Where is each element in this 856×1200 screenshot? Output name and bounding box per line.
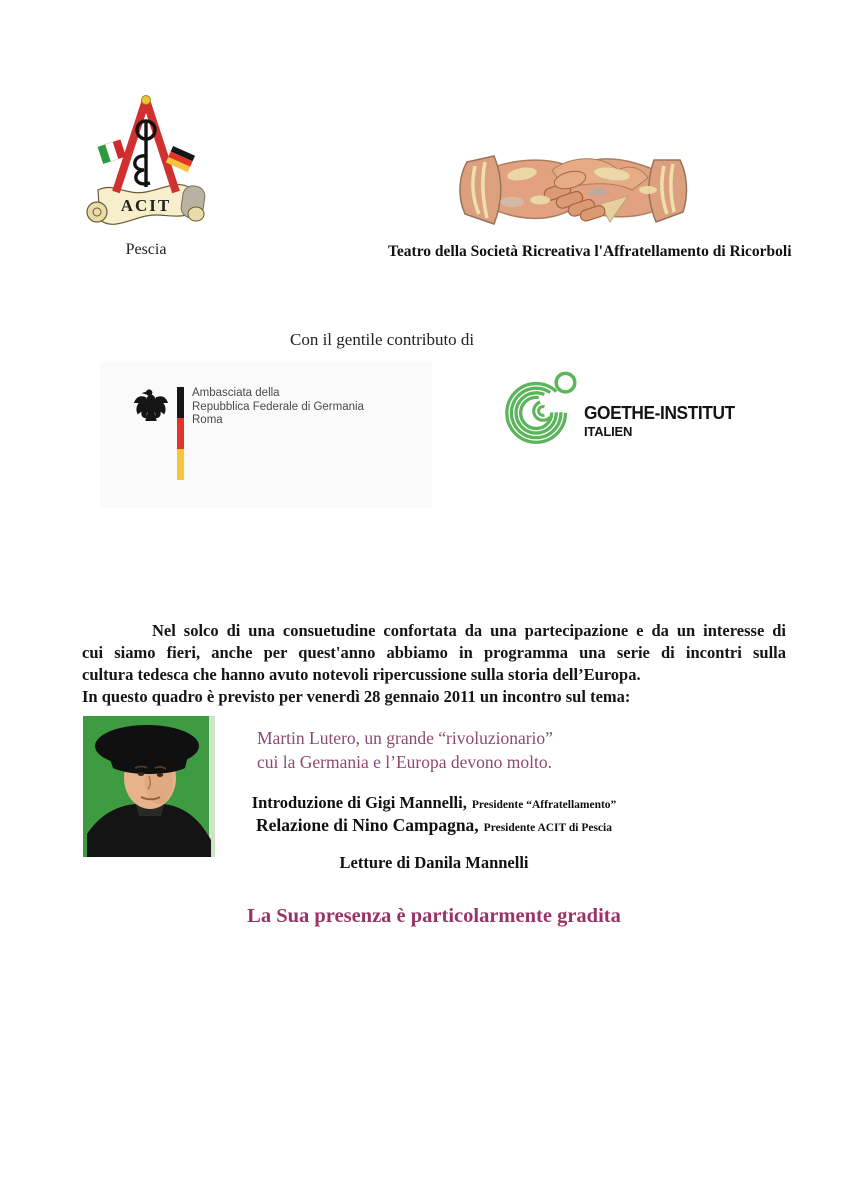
paragraph-line-4: In questo quadro è previsto per venerdì 28 gennaio 2011 un incontro sul tema: <box>82 687 631 706</box>
event-title <box>257 726 553 774</box>
speaker-introduzione <box>82 793 786 813</box>
speaker-introduzione-name: Introduzione di Gigi Mannelli, <box>251 793 467 812</box>
flag-stripe-red <box>177 418 184 449</box>
paragraph-line-1: Nel solco di una consuetudine confortata da una partecipazione e da un interesse di <box>152 621 786 640</box>
speaker-relazione-name: Relazione di Nino Campagna, <box>256 815 479 835</box>
embassy-logo-block <box>100 362 432 508</box>
italian-flag <box>98 139 126 164</box>
goethe-institut-logo <box>503 366 583 452</box>
handshake-sculpture-image <box>452 134 694 236</box>
speaker-relazione <box>82 815 786 836</box>
paragraph-line-2: cui siamo fieri, anche per quest'anno abbiamo in programma una serie di incontri sulla <box>82 643 786 662</box>
goethe-institut-name: GOETHE-INSTITUT <box>584 403 735 423</box>
acit-caption: Pescia <box>125 241 167 258</box>
flag-stripe-gold <box>177 449 184 480</box>
handshake-caption: Teatro della Società Ricreativa l'Affratellamento di Ricorboli <box>388 243 792 260</box>
event-title-line-1: Martin Lutero, un grande “rivoluzionario” <box>257 728 553 748</box>
closing-line: La Sua presenza è particolarmente gradita <box>247 905 621 927</box>
german-eagle-icon <box>131 386 171 422</box>
letture-line: Letture di Danila Mannelli <box>339 853 529 872</box>
acit-label: ACIT <box>120 196 172 215</box>
speaker-relazione-role: Presidente ACIT di Pescia <box>483 822 612 834</box>
triangle-right-leg <box>146 100 176 192</box>
flag-stripe-black <box>177 387 184 418</box>
embassy-text <box>192 387 364 428</box>
german-flag-stripe <box>177 387 184 480</box>
contribution-heading: Con il gentile contributo di <box>290 330 475 349</box>
acit-logo <box>84 90 208 238</box>
embassy-line-3: Roma <box>192 414 223 426</box>
goethe-region: ITALIEN <box>584 424 633 439</box>
event-title-line-2: cui la Germania e l’Europa devono molto. <box>257 752 552 772</box>
embassy-line-1: Ambasciata della <box>192 387 280 399</box>
paragraph-line-3: cultura tedesca che hanno avuto notevoli ripercussione sulla storia dell’Europa. <box>82 665 641 684</box>
embassy-line-2: Repubblica Federale di Germania <box>192 400 364 413</box>
speaker-introduzione-role: Presidente “Affratellamento” <box>471 799 617 811</box>
